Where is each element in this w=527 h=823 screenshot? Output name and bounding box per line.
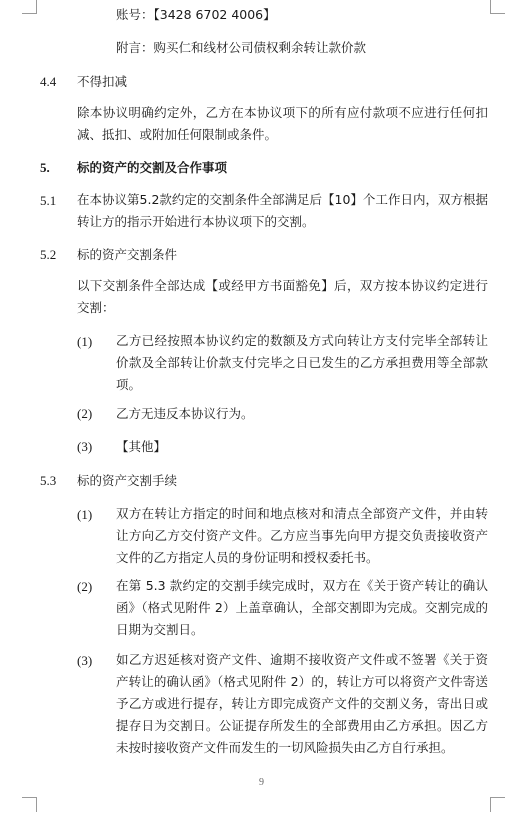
account-line: 账号：【3428 6702 4006】 <box>116 7 276 22</box>
crop-mark-bottom-right <box>490 797 505 812</box>
crop-mark-bottom-left <box>22 797 37 812</box>
chapter-title: 标的资产的交割及合作事项 <box>77 160 228 175</box>
page-number: 9 <box>259 777 264 788</box>
list-item-text: 在第 5.3 款约定的交割手续完成时，双方在《关于资产转让的确认函》（格式见附件 2）上盖章确认，全部交割即为完成。交割完成的日期为交割日。 <box>116 578 488 637</box>
section-body: 除本协议明确约定外，乙方在本协议项下的所有应付款项不应进行任何扣减、抵扣、或附加任何限制或条件。 <box>77 105 488 142</box>
list-item-text: 【其他】 <box>116 439 167 454</box>
section-body: 在本协议第5.2款约定的交割条件全部满足后【10】个工作日内，双方根据转让方的指示开始进行本协议项下的交割。 <box>77 192 488 229</box>
section-title: 标的资产交割手续 <box>77 473 178 488</box>
list-item-text: 乙方已经按照本协议约定的数额及方式向转让方支付完毕全部转让价款及全部转让价款支付完毕之日已发生的乙方承担费用等全部款项。 <box>116 333 488 392</box>
list-item-text: 乙方无违反本协议行为。 <box>116 406 254 421</box>
list-item-number: (1) <box>77 334 93 349</box>
chapter-number: 5. <box>40 160 50 175</box>
note-line: 附言：购买仁和线材公司债权剩余转让款价款 <box>116 40 367 55</box>
list-item-number: (3) <box>77 653 93 668</box>
section-intro: 以下交割条件全部达成【或经甲方书面豁免】后，双方按本协议约定进行交割： <box>77 278 488 315</box>
list-item-number: (2) <box>77 579 93 594</box>
section-number: 5.3 <box>40 473 57 488</box>
section-number: 4.4 <box>40 74 57 89</box>
list-item-number: (1) <box>77 507 93 522</box>
list-item-text: 如乙方迟延核对资产文件、逾期不接收资产文件或不签署《关于资产转让的确认函》（格式见附件 2）的，转让方可以将资产文件寄送予乙方或进行提存，转让方即完成资产文件的交割义务，寄出日或提存日为交割日。公证提存所发生的全部费用由乙方承担。因乙方未按时接收资产文件而发生的一切风险损失由乙方自行承担。 <box>116 652 488 755</box>
section-number: 5.1 <box>40 193 57 208</box>
list-item-text: 双方在转让方指定的时间和地点核对和清点全部资产文件，并由转让方向乙方交付资产文件。乙方应当事先向甲方提交负责接收资产文件的乙方指定人员的身份证明和授权委托书。 <box>116 506 488 565</box>
crop-mark-top-right <box>490 0 505 14</box>
crop-mark-top-left <box>22 0 37 14</box>
section-title: 标的资产交割条件 <box>77 247 178 262</box>
list-item-number: (2) <box>77 406 93 421</box>
section-title: 不得扣减 <box>77 74 128 89</box>
list-item-number: (3) <box>77 439 93 454</box>
section-number: 5.2 <box>40 247 57 262</box>
